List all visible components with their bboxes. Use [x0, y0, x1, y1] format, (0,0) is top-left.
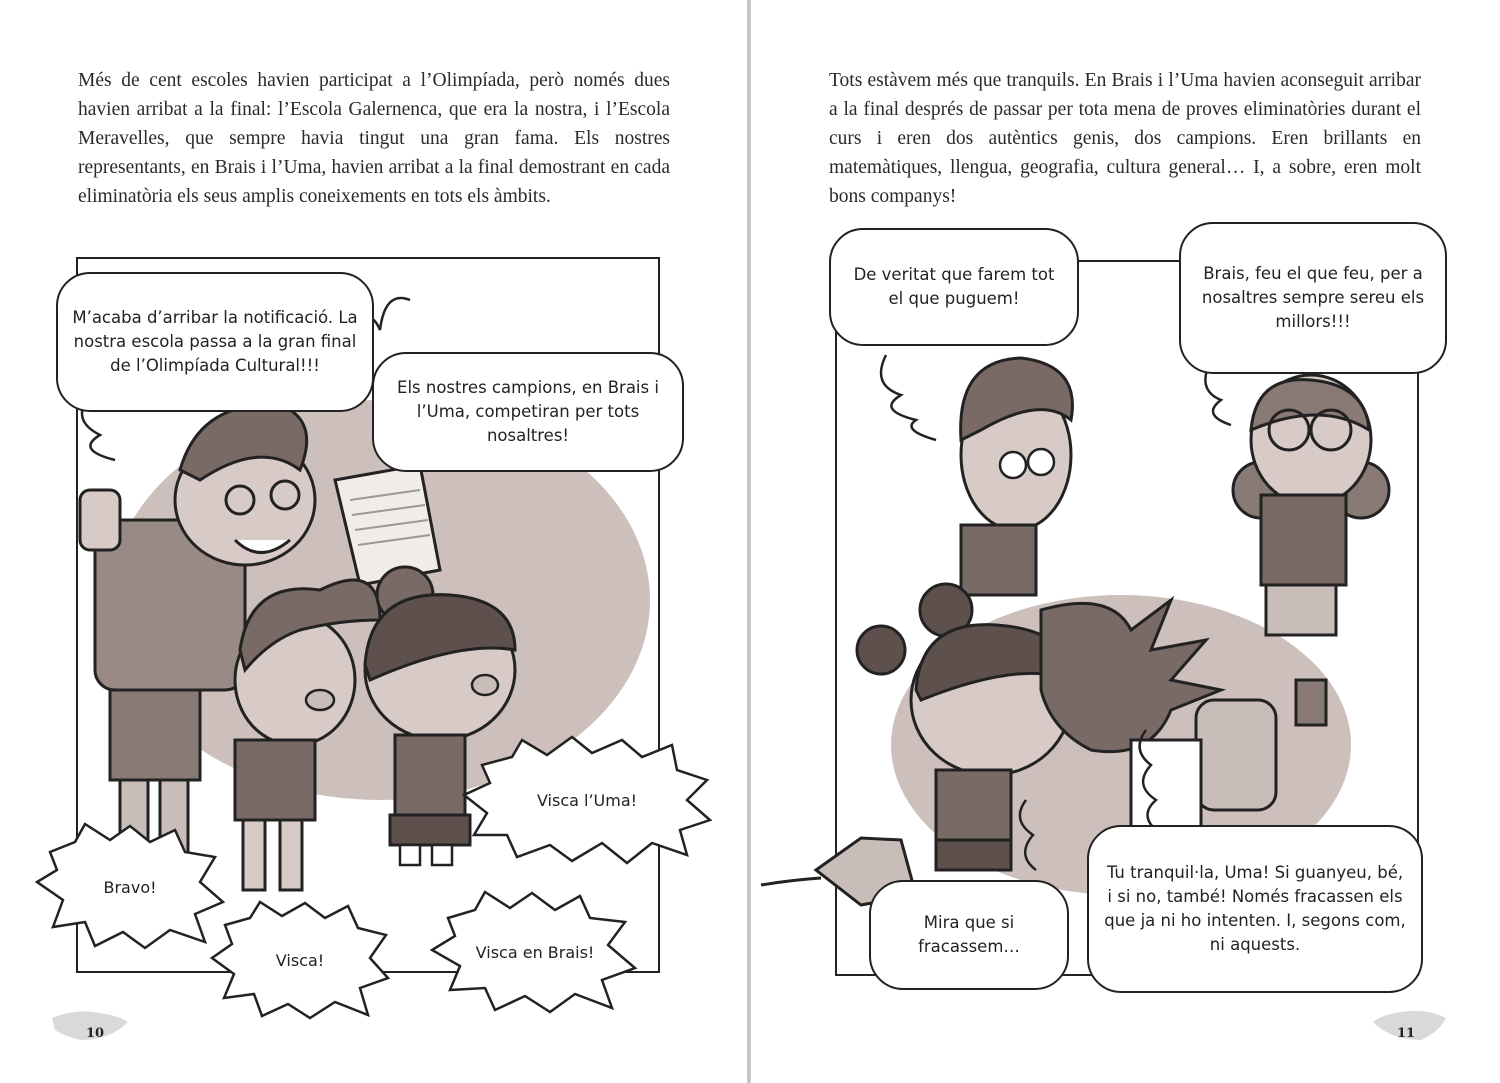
right-paragraph: Tots estàvem més que tranquils. En Brais i l’Uma havien aconseguit arribar a la final després de passar per tota mena de proves eliminatòries durant el curs i eren dos autèntics genis, dos campions. Eren brillants en matemàtiques, llengua, geografia, cultura general… I, a sobre, eren molt bons companys! [829, 70, 1421, 207]
page-number-tab-left [0, 0, 749, 1083]
page-number-right: 11 [1397, 1026, 1416, 1041]
shout-visca-text: Visca! [275, 950, 325, 970]
shout-visca-brais-text: Visca en Brais! [475, 943, 595, 962]
brais-speech-text: Tu tranquil·la, Uma! Si guanyeu, bé, i si no, també! Només fracassen els que ja ni ho intenten. I, segons com, ni aquests. [1104, 863, 1406, 954]
page-number-tab-right [751, 0, 1500, 1083]
left-page [0, 0, 749, 1083]
shout-visca-uma-text: Visca l’Uma! [536, 790, 638, 810]
uma-speech-text: Mira que si fracassem… [918, 913, 1020, 956]
champions-speech-text: Els nostres campions, en Brais i l’Uma, competiran per tots nosaltres! [397, 378, 659, 445]
left-paragraph: Més de cent escoles havien participat a l’Olimpíada, però només dues havien arribat a la final: l’Escola Galernenca, que era la nostra, i l’Escola Meravelles, que sempre havia tingut una gran fama. Els nostres representants, en Brais i l’Uma, havien arribat a la final demostrant en cada eliminatòria els seus amplis coneixements en tots els àmbits. [78, 70, 670, 207]
shout-bravo-text: Bravo! [103, 877, 157, 897]
girl-speech-text: Brais, feu el que feu, per a nosaltres sempre sereu els millors!!! [1201, 264, 1425, 331]
boy-speech-text: De veritat que farem tot el que puguem! [853, 265, 1055, 308]
teacher-speech-text: M’acaba d’arribar la notificació. La nostra escola passa a la gran final de l’Olimpíada Cultural!!! [72, 308, 358, 375]
page-number-left: 10 [86, 1026, 105, 1041]
right-page [751, 0, 1500, 1083]
